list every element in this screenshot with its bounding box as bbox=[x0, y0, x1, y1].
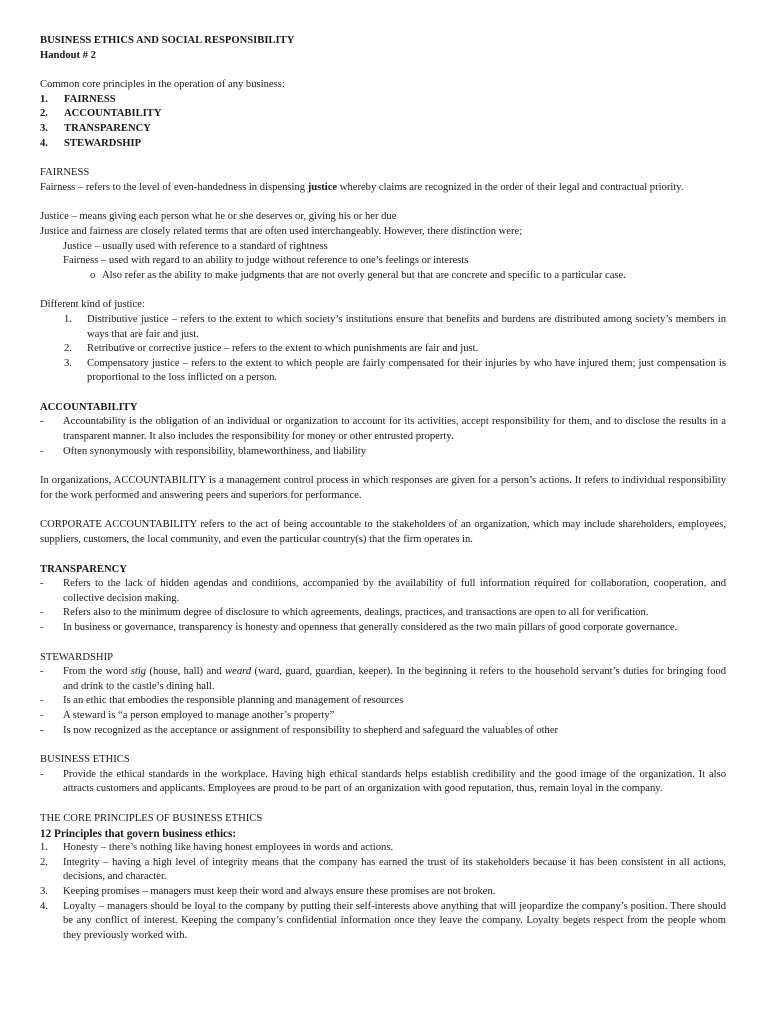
list-item: - From the word stig (house, hall) and weard (ward, guard, guardian, keeper). In the beginning it refers to the household servant’s duties for bringing food and drink to the castle’s dining hall. bbox=[40, 665, 726, 694]
list-item: - Often synonymously with responsibility, blameworthiness, and liability bbox=[40, 445, 726, 460]
list-item: - A steward is “a person employed to manage another’s property” bbox=[40, 709, 726, 724]
list-item: 1. FAIRNESS bbox=[40, 93, 116, 105]
dash-bullet-icon: - bbox=[40, 578, 44, 590]
dash-bullet-icon: - bbox=[40, 445, 44, 457]
list-item: 2. Integrity – having a high level of integrity means that the company has earned the trust of its stakeholders because it has been consistent in all actions, decisions, and character. bbox=[40, 856, 726, 883]
list-item: 1. Distributive justice – refers to the extent to which society’s institutions ensure that benefits and burdens are distributed among society’s members in ways that are fair and just. bbox=[64, 313, 726, 340]
list-item: 1. Honesty – there’s nothing like having honest employees in words and actions. bbox=[40, 842, 394, 854]
list-item: - Is now recognized as the acceptance or assignment of responsibility to shepherd and safeguard the valuables of other bbox=[40, 724, 726, 739]
fairness-usage: Fairness – used with regard to an ability to judge without reference to one’s feelings or interests bbox=[63, 255, 469, 267]
core-principles-list bbox=[40, 93, 726, 151]
list-item: 4. STEWARDSHIP bbox=[40, 137, 142, 149]
justice-fairness-relation: Justice and fairness are closely related terms that are often used interchangeably. However, there distinction were; bbox=[40, 225, 523, 237]
justice-kinds-lead: Different kind of justice: bbox=[40, 299, 145, 311]
transparency-heading: TRANSPARENCY bbox=[40, 563, 127, 575]
fairness-sub-item: o Also refer as the ability to make judgments that are not overly general but that are concrete and specific to a particular case. bbox=[40, 269, 726, 284]
dash-bullet-icon: - bbox=[40, 622, 44, 633]
list-item: 3. Compensatory justice – refers to the extent to which people are fairly compensated for their injuries by who have injured them; just compensation is proportional to the loss inflicted on a person. bbox=[64, 357, 726, 384]
corporate-accountability-paragraph: CORPORATE ACCOUNTABILITY refers to the act of being accountable to the stakeholders of an organization, which may include shareholders, employees, suppliers, customers, the local community, and even the particular country(s) that the firm operates in. bbox=[40, 519, 726, 546]
dash-bullet-icon: - bbox=[40, 416, 44, 428]
list-item: - Provide the ethical standards in the workplace. Having high ethical standards helps establish credibility and the good image of the organization. It also attracts customers and applicants. Employees are proud to be part of an organization with good reputation, thus, remain loyal in the company. bbox=[40, 768, 726, 797]
stewardship-heading: STEWARDSHIP bbox=[40, 651, 113, 663]
list-item: 2. ACCOUNTABILITY bbox=[40, 108, 162, 120]
fairness-heading: FAIRNESS bbox=[40, 167, 90, 179]
dash-bullet-icon: - bbox=[40, 666, 44, 678]
list-item: 4. Loyalty – managers should be loyal to the company by putting their self-interests above anything that will jeopardize the company’s position. There should be any conflict of interest. Keeping the company’s confidential information once they leave the company. Loyalty begets respect from the people whom they previously worked with. bbox=[40, 900, 726, 941]
list-item: - Is an ethic that embodies the responsible planning and management of resources bbox=[40, 694, 726, 709]
accountability-paragraph: In organizations, ACCOUNTABILITY is a management control process in which responses are given for a person’s actions. It refers to individual responsibility for the work performed and answering peers and superiors for performance. bbox=[40, 475, 726, 501]
core-principles-subheading: 12 Principles that govern business ethics: bbox=[40, 827, 237, 840]
intro-lead: Common core principles in the operation of any business: bbox=[40, 79, 285, 91]
accountability-heading: ACCOUNTABILITY bbox=[40, 401, 138, 413]
list-item: - Refers to the lack of hidden agendas and conditions, accompanied by the availability of full information required for collaboration, cooperation, and collective decision making. bbox=[40, 577, 726, 606]
justice-kinds-list bbox=[40, 313, 726, 386]
document-title: BUSINESS ETHICS AND SOCIAL RESPONSIBILITY bbox=[40, 35, 295, 46]
list-item: 3. Keeping promises – managers must keep their word and always ensure these promises are not broken. bbox=[40, 885, 496, 897]
fairness-definition: Fairness – refers to the level of even-handedness in dispensing justice whereby claims are recognized in the order of their legal and contractual priority. bbox=[40, 181, 684, 193]
dash-bullet-icon: - bbox=[40, 607, 44, 619]
list-item: 3. TRANSPARENCY bbox=[40, 122, 151, 134]
list-item: - In business or governance, transparency is honesty and openness that generally considered as the two main pillars of good corporate governance. bbox=[40, 621, 726, 636]
dash-bullet-icon: - bbox=[40, 709, 44, 721]
handout-number: Handout # 2 bbox=[40, 49, 96, 61]
core-principles-ethics-list bbox=[40, 841, 726, 943]
circle-bullet-icon: o bbox=[90, 269, 96, 281]
list-item: - Accountability is the obligation of an individual or organization to account for its activities, accept responsibility for them, and to disclose the results in a transparent manner. It also includes the responsibility for money or other entrusted property. bbox=[40, 415, 726, 444]
dash-bullet-icon: - bbox=[40, 695, 44, 707]
list-item: - Refers also to the minimum degree of disclosure to which agreements, dealings, practices, and transactions are open to all for verification. bbox=[40, 606, 726, 621]
dash-bullet-icon: - bbox=[40, 724, 44, 736]
justice-definition: Justice – means giving each person what he or she deserves or, giving his or her due bbox=[40, 211, 397, 223]
business-ethics-heading: BUSINESS ETHICS bbox=[40, 754, 130, 766]
dash-bullet-icon: - bbox=[40, 768, 44, 780]
list-item: 2. Retributive or corrective justice – refers to the extent to which punishments are fair and just. bbox=[64, 343, 479, 355]
justice-usage: Justice – usually used with reference to a standard of rightness bbox=[63, 240, 328, 252]
core-principles-heading: THE CORE PRINCIPLES OF BUSINESS ETHICS bbox=[40, 812, 263, 824]
